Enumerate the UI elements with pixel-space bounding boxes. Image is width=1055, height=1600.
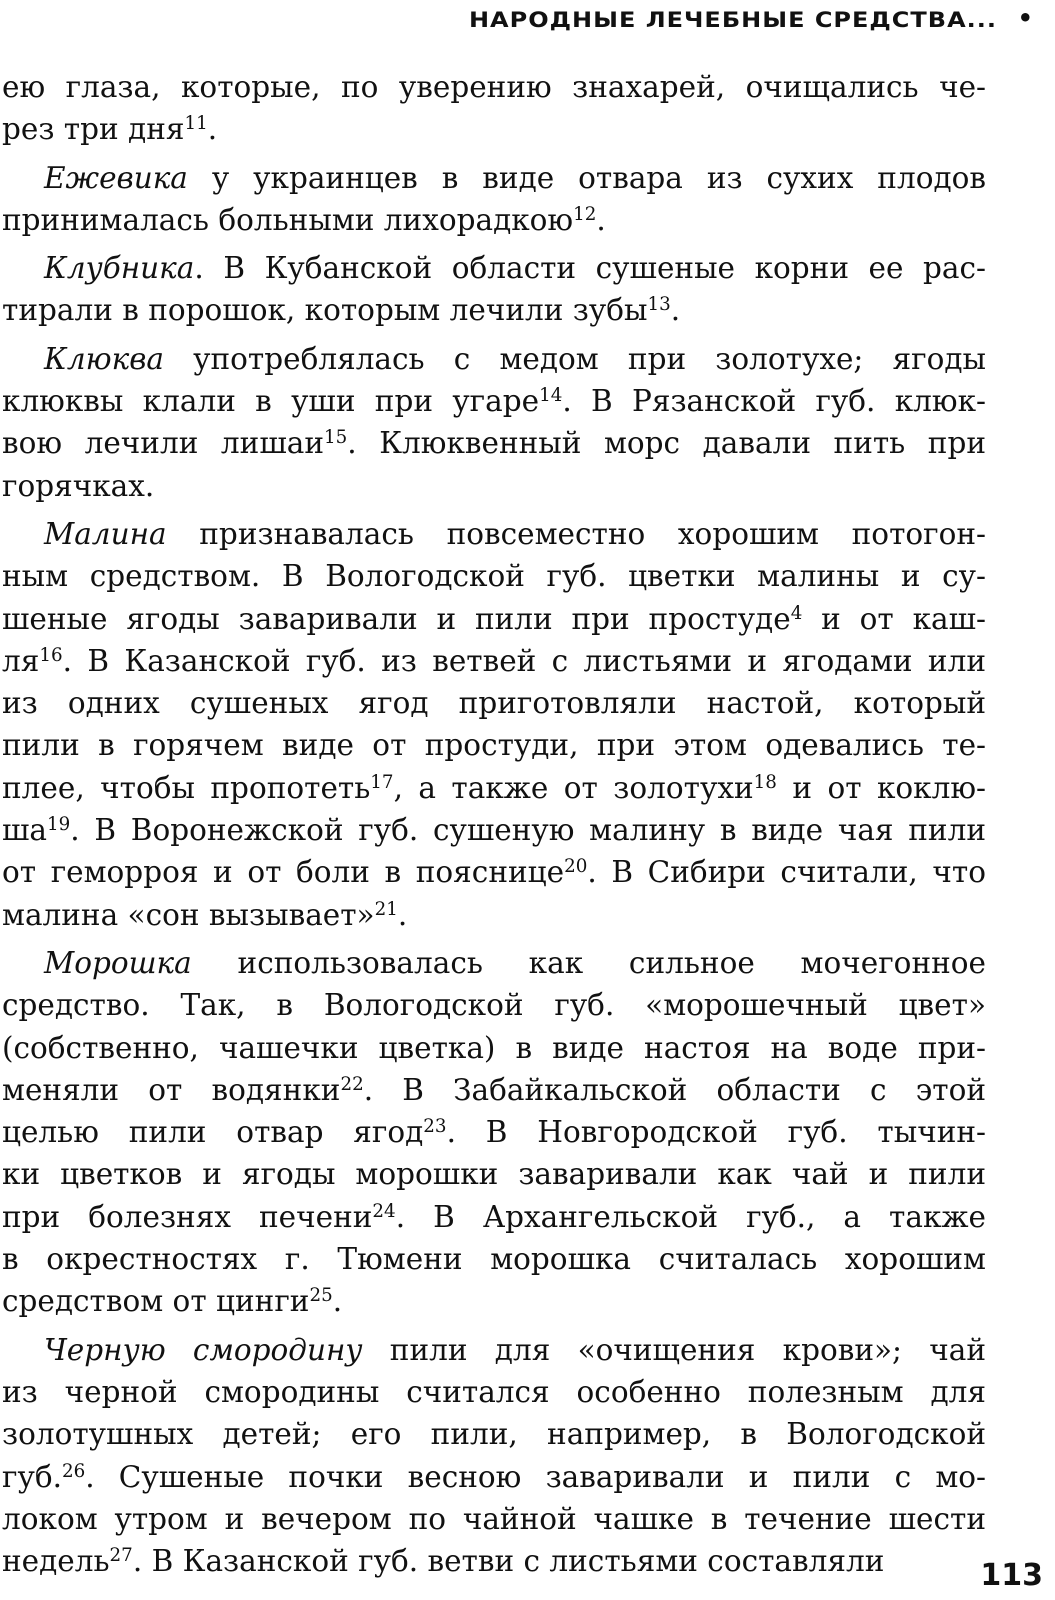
plant-term: Морошка	[44, 945, 192, 980]
text-line	[2, 1329, 986, 1371]
footnote-ref: 25	[309, 1285, 333, 1307]
text-run: .	[596, 202, 606, 237]
text-run: целью пили отвар ягод	[2, 1115, 424, 1150]
plant-term: Малина	[44, 516, 167, 551]
text-run: признавалась повсеместно хорошим потогон-	[166, 516, 986, 551]
text-line	[2, 1456, 986, 1498]
text-run: пили для «очищения крови»; чай	[362, 1332, 986, 1367]
text-run: . В Забайкальской области с этой	[363, 1072, 986, 1107]
footnote-ref: 16	[39, 644, 63, 666]
text-line	[2, 1280, 986, 1322]
text-run: . В Казанской губ. из ветвей с листьями и ягодами или	[62, 643, 986, 678]
text-run: пили в горячем виде от простуди, при этом одевались те-	[2, 728, 986, 763]
text-run: из одних сушеных ягод приготовляли настой, который	[2, 686, 986, 721]
footnote-ref: 27	[109, 1545, 133, 1567]
text-run: .	[207, 112, 218, 147]
text-line	[2, 247, 986, 289]
text-line	[2, 809, 986, 851]
text-line	[2, 1027, 986, 1069]
text-run: . В Воронежской губ. сушеную малину в виде чая пили	[70, 813, 986, 848]
footnote-ref: 18	[753, 771, 777, 793]
text-run: в окрестностях г. Тюмени морошка считалась хорошим	[2, 1242, 986, 1277]
footnote-ref: 22	[340, 1073, 364, 1095]
text-run: и от коклю-	[776, 770, 986, 805]
text-line	[2, 640, 986, 682]
text-run: тирали в порошок, которым лечили зубы	[2, 293, 648, 328]
plant-term: Клубника	[44, 251, 195, 286]
text-run: клюквы клали в уши при угаре	[2, 384, 540, 419]
text-line	[2, 289, 986, 331]
text-run: ля	[2, 643, 40, 678]
footnote-ref: 4	[790, 602, 803, 624]
footnote-ref: 17	[370, 771, 394, 793]
text-line	[2, 1069, 986, 1111]
plant-term: Клюква	[44, 341, 164, 376]
text-run: ша	[2, 813, 48, 848]
text-run: употреблялась с медом при золотухе; ягоды	[163, 341, 986, 376]
text-line	[2, 1413, 986, 1455]
text-run: у украинцев в виде отвара из сухих плодов	[187, 160, 986, 195]
text-line	[2, 422, 986, 464]
text-line	[2, 380, 986, 422]
text-line	[2, 851, 986, 893]
text-line	[2, 199, 986, 241]
footnote-ref: 20	[564, 856, 588, 878]
text-run: плее, чтобы пропотеть	[2, 770, 371, 805]
text-line	[2, 157, 986, 199]
text-line	[2, 1371, 986, 1413]
page-text	[2, 66, 986, 1582]
text-run: меняли от водянки	[2, 1072, 341, 1107]
text-run: и от каш-	[802, 601, 986, 636]
footnote-ref: 12	[573, 203, 597, 225]
text-line	[2, 1111, 986, 1153]
text-line	[2, 682, 986, 724]
plant-term: Ежевика	[44, 160, 188, 195]
text-run: использовалась как сильное мочегонное	[191, 945, 986, 980]
text-run: рез три дня	[2, 112, 185, 147]
text-line	[2, 724, 986, 766]
text-run: .	[670, 293, 681, 328]
text-line	[2, 338, 986, 380]
text-run: . В Кубанской области сушеные корни ее рас-	[194, 251, 986, 286]
text-run: малина «сон вызывает»	[2, 897, 375, 932]
text-run: ки цветков и ягоды морошки заваривали как чай и пили	[2, 1157, 986, 1192]
plant-term: Черную смородину	[44, 1332, 363, 1367]
text-line	[2, 598, 986, 640]
text-run: (собственно, чашечки цветка) в виде настоя на воде при-	[2, 1030, 986, 1065]
text-line	[2, 465, 986, 507]
text-run: .	[397, 897, 408, 932]
text-run: . В Новгородской губ. тычин-	[446, 1115, 986, 1150]
text-run: шеные ягоды заваривали и пили при простуде	[2, 601, 791, 636]
text-line	[2, 66, 986, 108]
footnote-ref: 23	[423, 1116, 447, 1138]
footnote-ref: 19	[47, 814, 71, 835]
text-line	[2, 984, 986, 1026]
text-line	[2, 894, 986, 936]
text-line	[2, 942, 986, 984]
text-line	[2, 1196, 986, 1238]
text-run: недель	[2, 1544, 110, 1579]
text-run: средство. Так, в Вологодской губ. «морошечный цвет»	[2, 988, 986, 1023]
text-line	[2, 1153, 986, 1195]
running-head-dot: •	[1017, 4, 1033, 32]
text-run: . Сушеные почки весною заваривали и пили с мо-	[85, 1459, 986, 1494]
text-run: принималась больными лихорадкою	[2, 202, 574, 237]
text-run: . В Архангельской губ., а также	[395, 1199, 986, 1234]
text-run: , а также от золотухи	[393, 770, 754, 805]
footnote-ref: 21	[374, 898, 398, 920]
footnote-ref: 13	[647, 294, 671, 316]
page-number: 113	[980, 1558, 1043, 1593]
text-run: локом утром и вечером по чайной чашке в течение шести	[2, 1501, 986, 1536]
text-run: ным средством. В Вологодской губ. цветки малины и су-	[2, 559, 986, 594]
text-line	[2, 108, 986, 150]
text-run: горячках.	[2, 468, 155, 503]
text-line	[2, 513, 986, 555]
text-run: из черной смородины считался особенно полезным для	[2, 1374, 986, 1409]
text-run: .	[332, 1284, 343, 1319]
text-run: вою лечили лишаи	[2, 426, 324, 461]
footnote-ref: 26	[61, 1460, 86, 1482]
text-run: средством от цинги	[2, 1284, 310, 1319]
text-line	[2, 1498, 986, 1540]
running-head: НАРОДНЫЕ ЛЕЧЕБНЫЕ СРЕДСТВА...	[468, 7, 997, 33]
text-run: губ.	[2, 1459, 62, 1494]
text-run: . Клюквенный морс давали пить при	[347, 426, 986, 461]
text-line	[2, 1238, 986, 1280]
footnote-ref: 24	[372, 1200, 396, 1222]
text-line	[2, 767, 986, 809]
text-run: при болезнях печени	[2, 1199, 373, 1234]
text-run: от геморроя и от боли в пояснице	[2, 855, 565, 890]
text-line	[2, 1540, 986, 1582]
text-line	[2, 555, 986, 597]
footnote-ref: 11	[184, 113, 208, 135]
footnote-ref: 14	[539, 385, 563, 407]
text-run: . В Казанской губ. ветви с листьями составляли	[132, 1544, 885, 1579]
footnote-ref: 15	[324, 427, 348, 449]
text-run: золотушных детей; его пили, например, в Вологодской	[2, 1417, 986, 1452]
text-run: ею глаза, которые, по уверению знахарей, очищались че-	[2, 70, 986, 104]
text-run: . В Сибири считали, что	[587, 855, 986, 890]
text-run: . В Рязанской губ. клюк-	[562, 384, 986, 419]
